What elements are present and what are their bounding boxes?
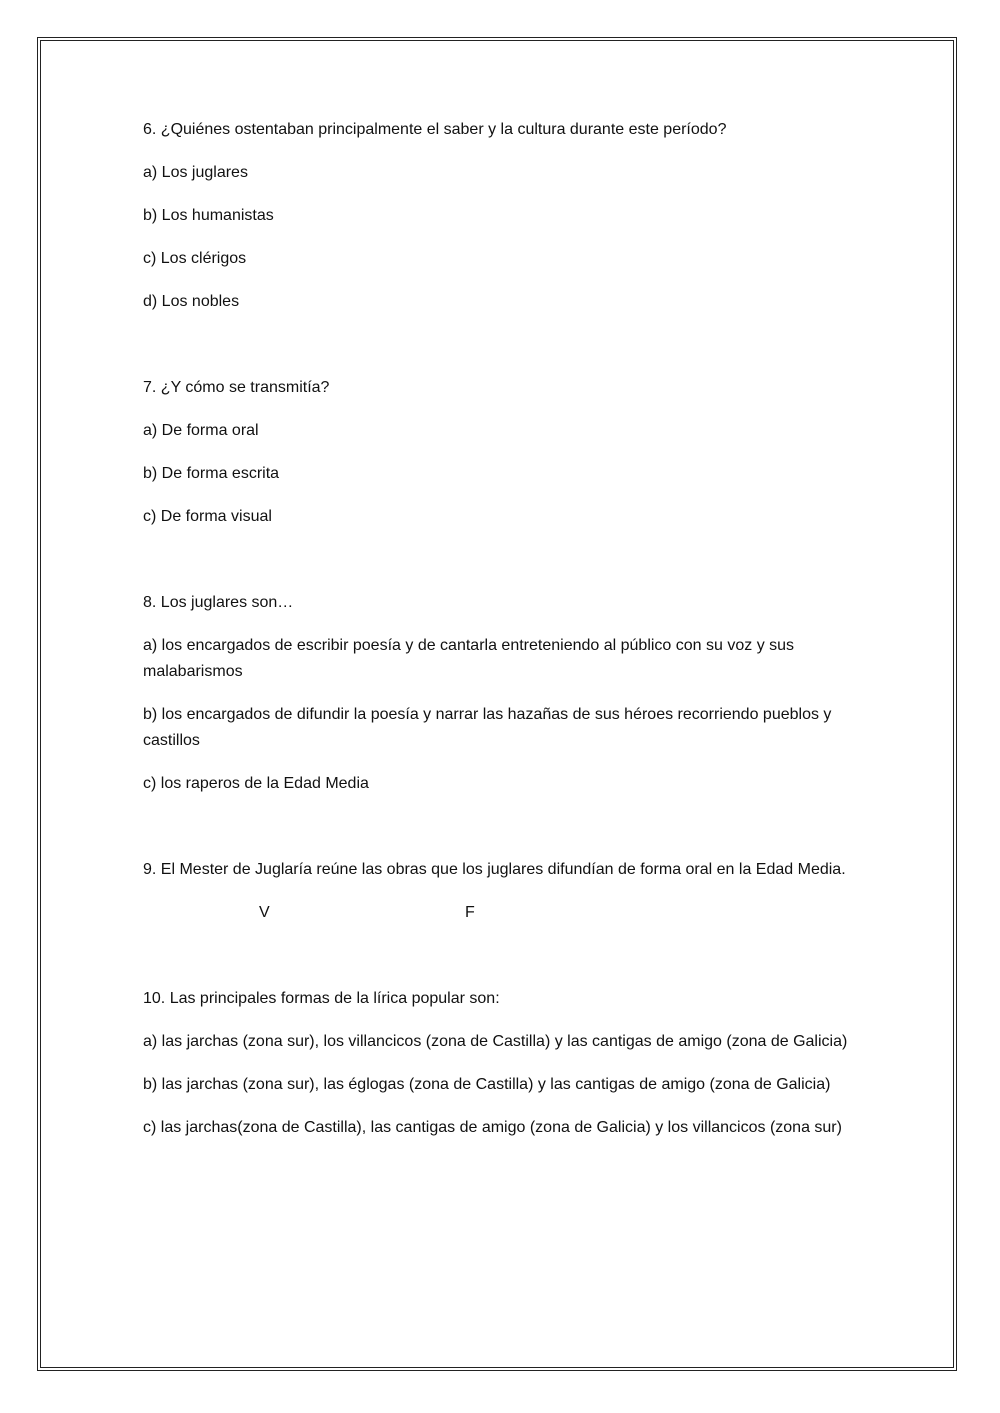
question-6-option-c[interactable]: c) Los clérigos xyxy=(143,250,247,267)
true-option[interactable]: V xyxy=(259,904,270,921)
question-10-option-b[interactable]: b) las jarchas (zona sur), las églogas (zona de Castilla) y las cantigas de amigo (zona de Galicia) xyxy=(143,1076,831,1093)
question-7 xyxy=(143,375,863,530)
question-7-option-c[interactable]: c) De forma visual xyxy=(143,508,272,525)
question-9-text: 9. El Mester de Juglaría reúne las obras que los juglares difundían de forma oral en la Edad Media. xyxy=(143,861,846,878)
question-7-option-a[interactable]: a) De forma oral xyxy=(143,422,259,439)
question-10-option-a[interactable]: a) las jarchas (zona sur), los villancicos (zona de Castilla) y las cantigas de amigo (zona de Galicia) xyxy=(143,1033,848,1050)
question-6-option-a[interactable]: a) Los juglares xyxy=(143,164,248,181)
question-8-option-b[interactable]: b) los encargados de difundir la poesía y narrar las hazañas de sus héroes recorriendo pueblos y castillos xyxy=(143,706,832,749)
question-6-option-b[interactable]: b) Los humanistas xyxy=(143,207,274,224)
question-8-text: 8. Los juglares son… xyxy=(143,594,294,611)
spacer xyxy=(143,943,863,986)
question-8-option-a[interactable]: a) los encargados de escribir poesía y de cantarla entreteniendo al público con su voz y sus malabarismos xyxy=(143,637,795,680)
question-8 xyxy=(143,590,863,797)
question-10-option-c[interactable]: c) las jarchas(zona de Castilla), las cantigas de amigo (zona de Galicia) y los villancicos (zona sur) xyxy=(143,1119,842,1136)
true-false-row xyxy=(143,900,863,926)
spacer xyxy=(143,814,863,857)
question-6 xyxy=(143,117,863,315)
question-6-text: 6. ¿Quiénes ostentaban principalmente el saber y la cultura durante este período? xyxy=(143,121,727,138)
question-7-text: 7. ¿Y cómo se transmitía? xyxy=(143,379,330,396)
question-10-text: 10. Las principales formas de la lírica popular son: xyxy=(143,990,500,1007)
question-8-option-c[interactable]: c) los raperos de la Edad Media xyxy=(143,775,369,792)
spacer xyxy=(143,547,863,590)
worksheet-content xyxy=(143,117,863,1158)
question-10 xyxy=(143,986,863,1141)
question-6-option-d[interactable]: d) Los nobles xyxy=(143,293,240,310)
question-7-option-b[interactable]: b) De forma escrita xyxy=(143,465,280,482)
question-9 xyxy=(143,857,863,926)
false-option[interactable]: F xyxy=(465,904,475,921)
spacer xyxy=(143,332,863,375)
